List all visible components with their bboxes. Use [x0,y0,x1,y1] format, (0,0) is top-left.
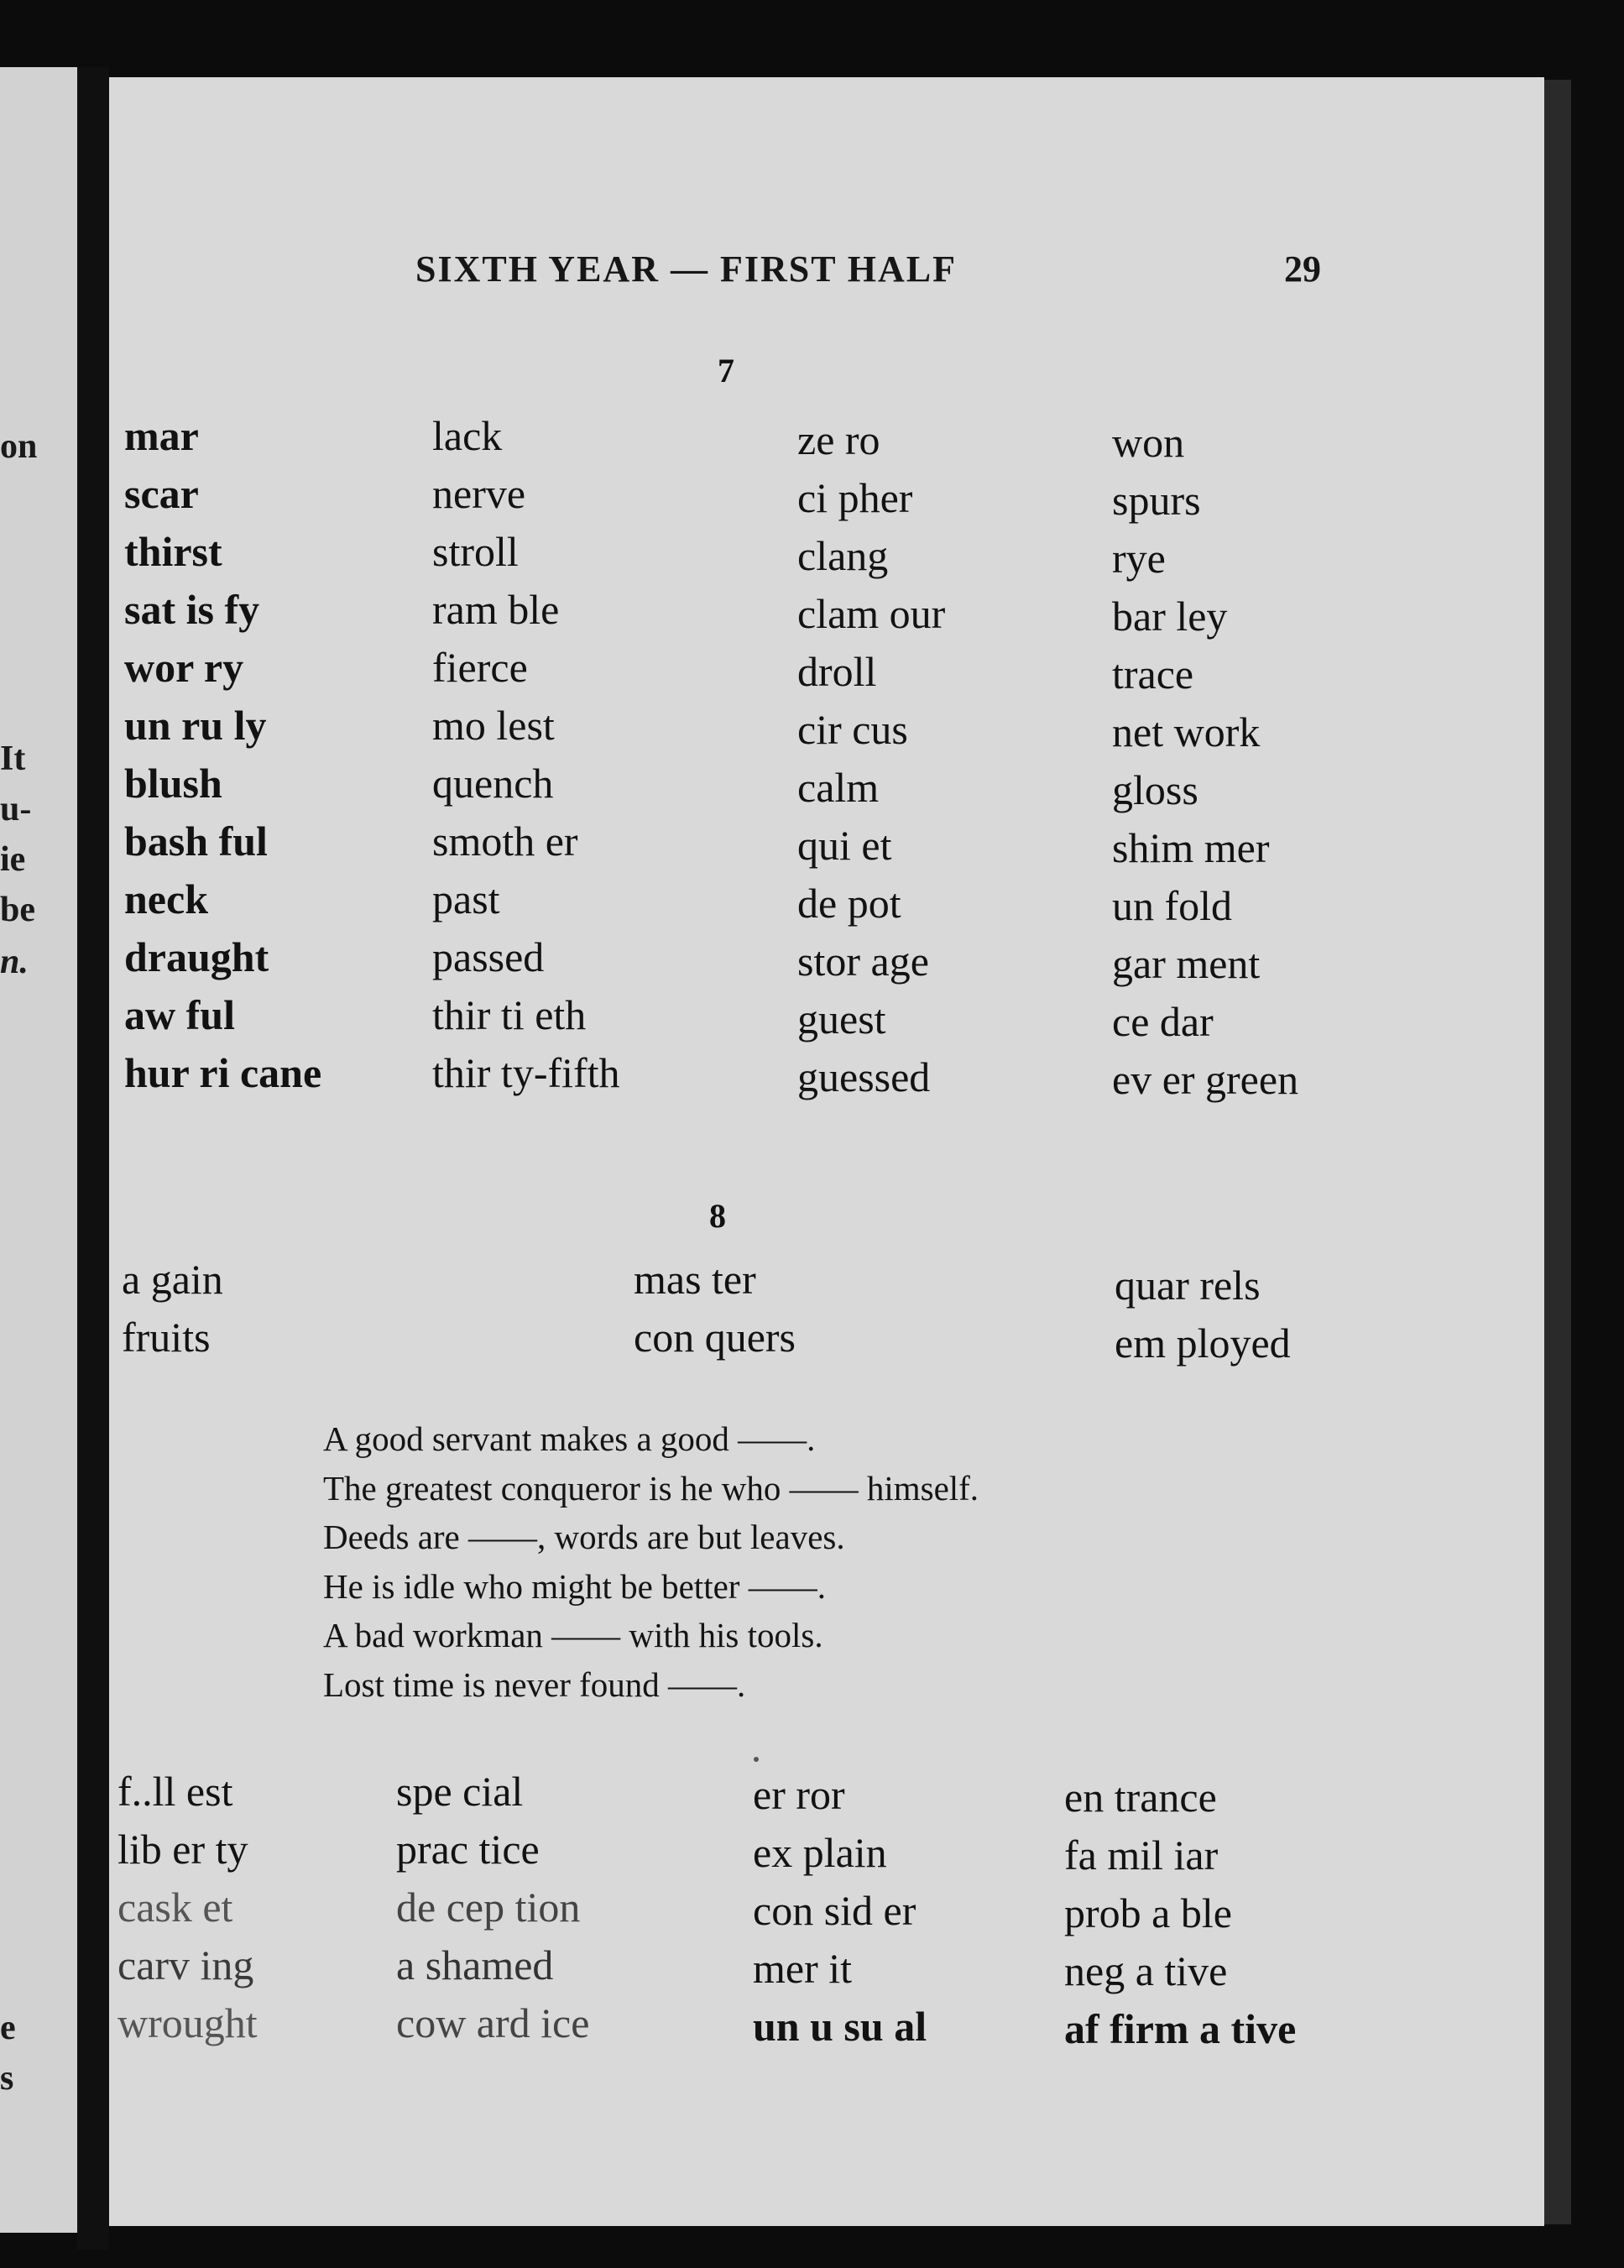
word: spurs [1112,477,1201,524]
word: en trance [1064,1774,1217,1821]
word-column [634,1251,796,1367]
word: em ployed [1115,1320,1291,1367]
word: un fold [1112,882,1233,929]
word: a gain [122,1256,223,1303]
left-page-fragment: It [0,739,26,778]
word: de cep tion [396,1884,581,1931]
word: con quers [634,1314,796,1361]
word: qui et [797,822,892,869]
word: fruits [122,1314,211,1361]
word: mo lest [432,702,555,749]
word: trace [1112,651,1194,698]
word: un ru ly [124,702,267,749]
word: passed [432,933,545,980]
left-page-fragment: u- [0,790,32,828]
word-column [432,407,620,1102]
word: net work [1112,708,1261,755]
word: wor ry [124,644,244,691]
word: gloss [1112,766,1198,813]
word: ci pher [797,474,913,521]
word: stor age [797,938,929,985]
page-title: SIXTH YEAR — FIRST HALF [415,248,958,290]
left-page-fragment: ie [0,840,26,879]
word: quench [432,760,554,807]
word: bar ley [1112,593,1228,640]
word: rye [1112,535,1166,582]
word: de pot [797,880,901,927]
word: f..ll est [117,1768,233,1815]
word: bash ful [124,818,268,865]
word: thirst [124,528,222,575]
word: quar rels [1115,1262,1261,1309]
word: lack [432,412,503,459]
page-number: 29 [1284,248,1321,290]
word: ex plain [753,1829,887,1876]
left-page-fragment: on [0,427,38,466]
word: nerve [432,470,526,517]
word: ev er green [1112,1056,1299,1103]
word: hur ri cane [124,1049,322,1096]
proverb-sentence: A good servant makes a good ——. [323,1419,816,1458]
word: fierce [432,644,528,691]
word: droll [797,648,877,695]
lesson-number: 7 [718,352,734,389]
word: un u su al [753,2003,927,2050]
word: guessed [797,1053,931,1100]
page-edge [1544,80,1571,2224]
word: blush [124,760,222,807]
left-page-fragment: be [0,891,35,929]
word: thir ty-fifth [432,1049,620,1096]
left-page-fragment: e [0,2009,16,2047]
word: shim mer [1112,824,1270,871]
proverb-list [323,1414,979,1709]
lesson-number: 8 [709,1197,726,1235]
word: cask et [117,1884,233,1931]
word: prac tice [396,1826,540,1873]
word: won [1112,419,1185,466]
word-column [753,1766,927,2056]
word: fa mil iar [1064,1832,1219,1879]
proverb-sentence: The greatest conqueror is he who —— himself. [323,1468,979,1508]
word: er ror [753,1771,845,1818]
word: lib er ty [117,1826,248,1873]
proverb-sentence: Deeds are ——, words are but leaves. [323,1518,845,1556]
word-column [1115,1257,1291,1372]
word: past [432,875,500,922]
left-page-fragment: n. [0,943,29,981]
word: mas ter [634,1256,756,1303]
word: neg a tive [1064,1947,1228,1994]
word: ce dar [1112,998,1214,1045]
running-head [0,248,1624,298]
word-column [124,407,321,1102]
word: cow ard ice [396,1999,590,2046]
word: smoth er [432,818,578,865]
word: wrought [117,1999,258,2046]
proverb-sentence: Lost time is never found ——. [323,1664,746,1704]
word: calm [797,764,880,811]
binding-gutter [77,67,109,2250]
word: carv ing [117,1941,254,1988]
word: guest [797,996,886,1043]
left-facing-page [0,67,77,2233]
word: af firm a tive [1064,2005,1297,2052]
word: thir ti eth [432,991,587,1038]
word-column [122,1251,223,1367]
print-speck [754,1757,759,1762]
word: stroll [432,528,519,575]
word: gar ment [1112,940,1261,987]
word: sat is fy [124,586,260,633]
word-column [1064,1769,1296,2058]
word: spe cial [396,1768,524,1815]
word: clang [797,532,889,579]
word-column [797,411,945,1106]
word-column [117,1763,258,2052]
word: neck [124,875,208,922]
word-column [396,1763,589,2052]
word: draught [124,933,269,980]
word: prob a ble [1064,1889,1232,1936]
word: ze ro [797,416,880,463]
word: ram ble [432,586,560,633]
word-column [1112,414,1298,1109]
word: mar [124,412,199,459]
word: con sid er [753,1887,916,1934]
proverb-sentence: He is idle who might be better ——. [323,1566,826,1606]
word: clam our [797,590,946,637]
proverb-sentence: A bad workman —— with his tools. [323,1616,823,1654]
left-page-fragment: s [0,2059,14,2098]
word: aw ful [124,991,235,1038]
word: scar [124,470,199,517]
word: cir cus [797,706,908,753]
word: a shamed [396,1941,554,1988]
word: mer it [753,1945,853,1992]
